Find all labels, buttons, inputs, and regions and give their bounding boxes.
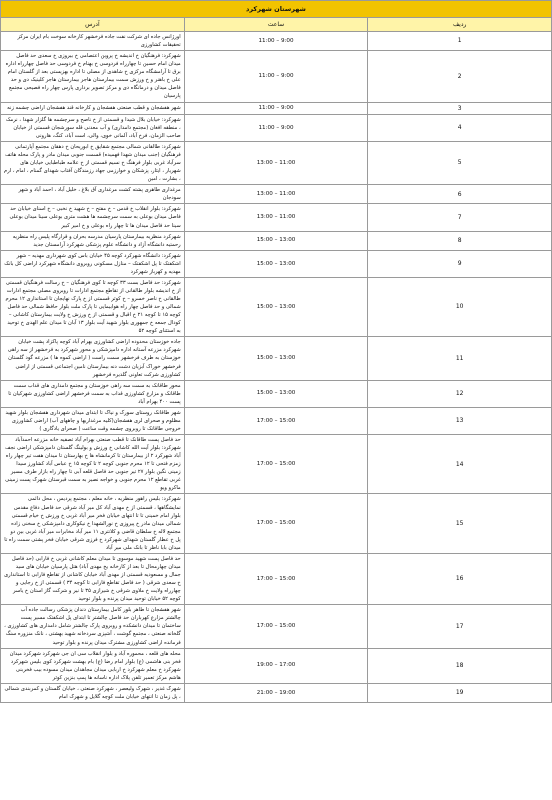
row-number: 19	[368, 683, 552, 702]
table-row	[1, 494, 552, 553]
row-time: 15:00 – 17:00	[184, 605, 368, 648]
row-number: 10	[368, 277, 552, 336]
row-number: 11	[368, 337, 552, 380]
row-address: شهرکرد: بلیس راهور منظریه ، خانه معلم ، مجتمع پردیس ، محل دائمی نمایشگاهها ، قسمتی از خ مهدی آباد کل میر آباد شرقی حد فاصل دفاع مقدس بلوار امام خمینی تا تا انتهای خیابان فخر میر آباد غربی خ ورزش خ خیام قسمتی شمالی میدان مادر خ پیروزی خ نورالشهدا خ نیکوکاری دامپزشکی خ سخنی زاده مجتمع لاله خ سلطان قاضی و کلانتری ۱۱ میر آباد مخابرات میر آباد غربی بین دو پل خ عطار گلستان شهدای شهرکرد خ فرزی شرقی خیابان فخر پشتی سمت راه تا میدان بابا ناظر تا بانک ملی میر آباد	[1, 494, 185, 553]
row-time: 15:00 – 17:00	[184, 407, 368, 434]
row-time: 13:00 – 15:00	[184, 380, 368, 407]
table-row	[1, 32, 552, 51]
table-row	[1, 51, 552, 102]
row-address: محله های قلعه ، محموره آباد و بلوار انقلاب سی ان جی شهرکرد شهرکرد میدان فخر بنی هاشمی (ع) بلوار امام رضا (ع) بام بهشت شهرکرد کوی بلیس شهرکرد شهرکرد خ معلم شهرکرد خ اربابی میدان مجاهدان میدان مسوده بیب فخربنی هاشم مرکز تعمیر تلفن پلاک اداره ناسانه ها پمپ بنزین کوثر	[1, 648, 185, 683]
row-number: 5	[368, 141, 552, 184]
row-time: 13:00 – 15:00	[184, 277, 368, 336]
row-number: 18	[368, 648, 552, 683]
table-row	[1, 683, 552, 702]
page-title: شهرستان شهرکرد	[1, 1, 552, 18]
row-address: مرغداری طاهری پشته کشت مرغداری آق بلاغ ، خلیل آباد ، احمد آباد و شهر سودجان	[1, 185, 185, 204]
row-time: 11:00 – 13:00	[184, 185, 368, 204]
row-address: شهر هفشجان و قطب صنعتی هفشجان و کارخانه قند هفشجان اراضی چشمه زنه	[1, 102, 185, 114]
table-row	[1, 250, 552, 277]
row-address: شهرکرد: طالقانی شمالی مجتمع شقایق خ ابوریحان خ دهقان مجتمع آپارتمانی فرهنگیان (جنب میدان شهدا فهمیده) قسمت جنوبی میدان مادر و پارک محله هاتف سرآباد غربی بلوار فرهنگ خ نسیم قسمتی از خ علامه طباطبایی خیابان های شهریار ، ایثار، پزشکان و خوارزمی جهاد رزمندگان آفتاب شهدای گمنام ، امام ، ارم ، بشارت ، امین	[1, 141, 185, 184]
table-row	[1, 204, 552, 231]
row-time: 15:00 – 17:00	[184, 435, 368, 494]
table-row	[1, 231, 552, 250]
row-address: شهرکرد: بلوار انقلاب خ قدس – خ مفتح – خ شهید خ نخبی – خ اسنای خیابان حد فاصل میدان بوعلی به سمت سرچشمه ها هشت متری بوعلی سینا میدان بوعلی سینا حد فاصل میدان ها تا چهار راه بوعلی و خ امیر کبیر	[1, 204, 185, 231]
row-number: 14	[368, 435, 552, 494]
row-number: 12	[368, 380, 552, 407]
title-row	[1, 1, 552, 18]
row-number: 6	[368, 185, 552, 204]
table-row	[1, 185, 552, 204]
row-address: شهرکرد: حد فاصل بست ۳۳ کوچه تا کوی فرهنگیان – خ رسالت فرهنگیان قسمتی از خ اندیشه بلوار طالقانی از تقاطع مجتمع ادارات تا روبروی مصلی مجتمع ادارات طالقانی خ ناصر خسرو – خ کوثر قسمتی از خ پارک نهایجان تا استانداری ۱۲ محرم شمالی و حد فاصل چهار راه هوابیمایی تا پارک ملت بلوار حافظ شمالی حد فاصل کوچه ۱۵ تا کوچه ۲۱ خ اقبال و قسمتی از خ ورزش خ ولایت بیمارستان کاشانی – کودال جمعه خ جمهوری بلوار شهید آیت بلوار ۱۳ آبان تا میدان علم الهدی خ توحید به استثنای کوچه ۵۲	[1, 277, 185, 336]
row-time: 11:00 – 13:00	[184, 141, 368, 184]
row-address: جاده خوزستان محدوده اراضی کشاورزی بهرام آباد کوچه پاکزاد پشت خیابان شهرکرد مزرعه آستانه اداره دامپزشکی و محور شهرکرد به فرخشهر از سه راهی خوزستان به طرف فرخشهر سمت راست ( اراضی کموه ها ) مزرعه گود گلستان فرخشهر خوراک آبزیان دشت دنه بیمارستان نامین اجتماعی قسمتی از اراضی کشاورزی شرکت تعاونی گلذیره فرخشهر	[1, 337, 185, 380]
header-row	[1, 18, 552, 32]
row-address: محور طاقانک به سمت سه راهی خوزستان و مجتمع دامداری های قداب سمت طاقانک و مزارع کشاورزی قداب به سمت فرخشهر اراضی کشاورزی شهرکیان تا پست ۴۰۰ بهرام آباد	[1, 380, 185, 407]
row-address: حد فاصل پست طاقانک تا قطب صنعتی بهرام آباد تصفیه خانه مزرعه احمدآباد شهرکرد: بلوار آیت الله کاشانی خ ورزش و بولینگ گلستان دامپزشکی اراضی نجف آباد شهرکرد ۲ از بیمارستان تا کرمانشاه ها خ بهارستان تا میدان هفت تیر چهار راه زمزم فتحی تا ۱۲ محرم جنوبی کوچه ۲ تا کوچه ۱۵ خ عباس آباد کشاورز سیدا زمینی نگین بلوار ۲۷ تیر جنوبی حد فاصل قلعه آبی تا چهار راه بازار طرف مسیر غربی تقاطع ۱۲ محرم جنوبی و خواجه نصیر به سمت قبرستان شهرک پست زمینی ماکرو ویو	[1, 435, 185, 494]
table-row	[1, 407, 552, 434]
row-number: 2	[368, 51, 552, 102]
row-address: شهر هفشجان تا طاهر بلور کامل بیمارستان دندان پزشکی رسالت جاده آب چالشتر مزارع کهرباران حد فاصل چالشتر تا ابتدای پل اشکفتک مسیر پست ساختمان تا میدان دانشکده و روبروی پارک چالشتر شامل دامداری های کشاورزی ، گلخانه صنعتی ، مجتمع گوشت ، آشپزی سردخانه شهید بهشتی ، نانک منزوره سنگ فرمانده اراضی کشاورزی مشترک میدان پرنده و بلوار توحید	[1, 605, 185, 648]
row-number: 13	[368, 407, 552, 434]
table-row	[1, 337, 552, 380]
header-num: ردیف	[368, 18, 552, 32]
row-number: 8	[368, 231, 552, 250]
table-row	[1, 605, 552, 648]
row-address: شهرکرد: خیابان بلال شیدا و قسمتی از خ ناصح و سرچشمه ها گلزار شهدا ، نرمک ، منطقه افغان (مجتمع دامداری) و آب معدنی قله سورشجان قسمتی از خیابان صاحب الزمان، فرخ آباد، آلمانی خوی، والی، است آباد، کنگ، هارونی	[1, 114, 185, 141]
table-row	[1, 648, 552, 683]
row-number: 9	[368, 250, 552, 277]
header-time: ساعت	[184, 18, 368, 32]
row-time: 9:00 – 11:00	[184, 114, 368, 141]
row-time: 13:00 – 15:00	[184, 250, 368, 277]
table-row	[1, 380, 552, 407]
row-time: 15:00 – 17:00	[184, 494, 368, 553]
row-time: 19:00 – 21:00	[184, 683, 368, 702]
table-row	[1, 553, 552, 604]
row-time: 13:00 – 15:00	[184, 231, 368, 250]
table-row	[1, 435, 552, 494]
row-number: 3	[368, 102, 552, 114]
row-address: اورژانس جاده ای شرکت نفت جاده فرخشهر کارخانه سوخت بام ایران مرکز تحقیقات کشاورزی	[1, 32, 185, 51]
row-number: 4	[368, 114, 552, 141]
row-time: 15:00 – 17:00	[184, 553, 368, 604]
row-time: 17:00 – 19:00	[184, 648, 368, 683]
row-number: 1	[368, 32, 552, 51]
header-address: آدرس	[1, 18, 185, 32]
table-row	[1, 141, 552, 184]
row-number: 16	[368, 553, 552, 604]
row-number: 7	[368, 204, 552, 231]
row-address: شهرکرد: فرهنگیان خ اندیشه خ پروین اعتصامی خ بیروزی خ سعدی حد فاصل میدان امام حسین تا چهارراه فردوسی خ بهنام خ فردوسی حد فاصل چهارراه اداره برق تا آرامشگاه مرکزی خ شاهدی از مصلی تا اداره بهزیستی بعد از گلستان امام علی خ باهنر و خ ورزش سمت بیمارستان هاجر بیمارستان هاجر کلینیک دی و حد فاصل میدان و درمانگاه دی و مرکز تصویر برداری پارس چهار راه فصیحی مجتمع پارسیان	[1, 51, 185, 102]
row-address: شهرکرد: دانشگاه شهرکرد کوچه ۴۵ خیابان باس کوی شهرداری مهدیه – شهر اشکفتک تا پل اشکفتک – منازل مسکونی روبروی دانشگاه شهرکرد اراضی کل بانک مهدیه و کهرباز شهرکرد	[1, 250, 185, 277]
table-row	[1, 102, 552, 114]
row-time: 9:00 – 11:00	[184, 32, 368, 51]
row-time: 13:00 – 15:00	[184, 337, 368, 380]
row-time: 9:00 – 11:00	[184, 51, 368, 102]
row-number: 17	[368, 605, 552, 648]
row-address: شهر طاقانک روستای سورک و نیاک تا ابتدای میدان شهرداری هفشجان بلوار شهید مظلوم و صحرای لری هفشجان(کلیه مرغداریها و چاههای آب) اراضی کشاورزی خروجی طاقانک تا روبروی چشمه وقت ساعت ( صحرای یادگاری )	[1, 407, 185, 434]
table-row	[1, 114, 552, 141]
table-row	[1, 277, 552, 336]
row-time: 11:00 – 13:00	[184, 204, 368, 231]
row-number: 15	[368, 494, 552, 553]
row-time: 9:00 – 11:00	[184, 102, 368, 114]
row-address: حد فاصل پست شهید موسوی تا میدان معلم کاشانی غربی خ فارابی (حد فاصل میدان چهارمحال تا بعد از کارخانه یخ مهدی آباد) هتل پارسیان خیابان های سید جمال و مسعودیه قسمتی از مهدی آباد خیابان کاشانی از تقاطع فارابی تا استانداری خ سعدی شرقی ( حد فاصل تقاطع فارابی تا کوچه ۳۴ ) قسمتی از خ رجایی و چهارراه ولایت خ ملاوی شرقی خ شیرازی ۳۵ تا نیر و شرکت گاز استان خ یاسر کوچه ۵۲ خیابان توحید میدان پرنده و بلوار توحید	[1, 553, 185, 604]
row-address: شهرکرد منظریه بیمارستان پارسیان مدرسه بحران و قرارگاه پلیس راه منظریه رحمتیه دانشگاه آزاد و دانشگاه علوم پزشکی شهرکرد آرامستان جدید	[1, 231, 185, 250]
row-address: شهرک غدیر ، شهرک ولیعصر ، شهرکرد صنعتی ، خیابان گلستان و کمربندی شمالی ، پل زمان تا انتهای خیابان ملت کوچه گلایل و شهرک امام	[1, 683, 185, 702]
